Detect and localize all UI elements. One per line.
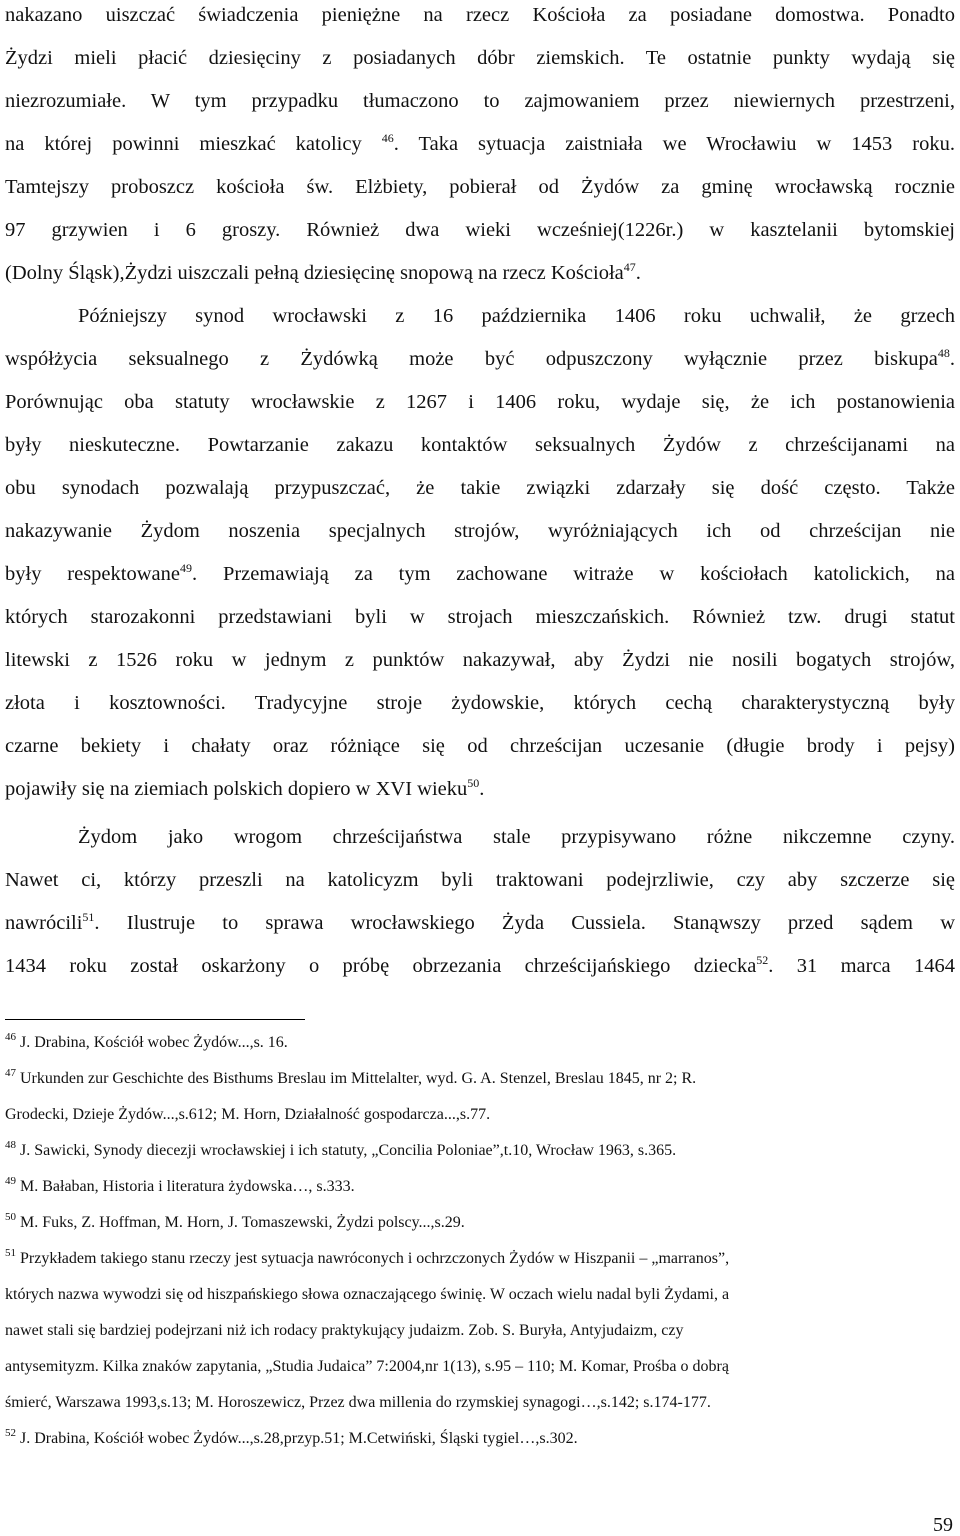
footnote-line: $^{47}$ Urkunden zur Geschichte des Bisthums Breslau im Mittelalter, wyd. G. A. Stenzel, Breslau 1845, nr 2; R. — [5, 1068, 697, 1087]
footnote-line: $^{48}$ J. Sawicki, Synody diecezji wrocławskiej i ich statuty, „Concilia Poloniae”,t.10, Wrocław 1963, s.365. — [5, 1140, 677, 1159]
footnote-line: nawet stali się bardziej podejrzani niż ich rodacy praktykujący judaizm. Zob. S. Buryła, Antyjudaizm, czy — [5, 1322, 684, 1339]
body-line: których starozakonni przedstawiani byli w strojach mieszczańskich. Również tzw. drugi statut — [5, 606, 955, 628]
body-line: pojawiły się na ziemiach polskich dopiero w XVI wieku$^{50}$. — [5, 776, 485, 800]
body-line: nakazywanie Żydom noszenia specjalnych strojów, wyróżniających ich od chrześcijan nie — [5, 520, 955, 542]
footnote-line: $^{51}$ Przykładem takiego stanu rzeczy jest sytuacja nawróconych i ochrzczonych Żydów w Hiszpanii – „marranos”, — [5, 1248, 730, 1267]
page-number: 59 — [933, 1514, 953, 1536]
footnote-line: antysemityzm. Kilka znaków zapytania, „Studia Judaica” 7:2004,nr 1(13), s.95 – 110; M. Komar, Prośba o dobrą — [5, 1358, 729, 1375]
footnote-number: 46 — [5, 1032, 16, 1043]
body-line: Późniejszy synod wrocławski z 16 października 1406 roku uchwalił, że grzech — [78, 305, 955, 327]
footnote-ref: 47 — [623, 260, 636, 274]
footnote-line: $^{50}$ M. Fuks, Z. Hoffman, M. Horn, J. Tomaszewski, Żydzi polscy...,s.29. — [5, 1212, 465, 1231]
footnote-line: Grodecki, Dzieje Żydów...,s.612; M. Horn, Działalność gospodarcza...,s.77. — [5, 1106, 491, 1123]
footnote-number: 52 — [5, 1428, 16, 1439]
body-line: 1434 roku został oskarżony o próbę obrzezania chrześcijańskiego dziecka$^{52}$. 31 marca 1464 — [5, 953, 955, 977]
body-line: obu synodach pozwalają przypuszczać, że takie związki zdarzały się dość często. Także — [5, 477, 955, 499]
footnote-line: $^{49}$ M. Bałaban, Historia i literatura żydowska…, s.333. — [5, 1176, 355, 1195]
footnote-line: $^{46}$ J. Drabina, Kościół wobec Żydów...,s. 16. — [5, 1032, 288, 1051]
body-line: niezrozumiałe. W tym przypadku tłumaczono to zajmowaniem przez niewiernych przestrzeni, — [5, 90, 955, 112]
body-line: Nawet ci, którzy przeszli na katolicyzm byli traktowani podejrzliwie, czy aby szczerze się — [5, 869, 955, 891]
footnote-ref: 48 — [937, 346, 950, 360]
footnote-number: 47 — [5, 1068, 16, 1079]
body-line: czarne bekiety i chałaty oraz różniące się od chrześcijan uczesanie (długie brody i pejsy) — [5, 735, 955, 757]
body-line: Żydzi mieli płacić dziesięciny z posiadanych dóbr ziemskich. Te ostatnie punkty wydają się — [5, 47, 955, 69]
body-line: nakazano uiszczać świadczenia pieniężne na rzecz Kościoła za posiadane domostwa. Ponadto — [5, 4, 955, 26]
footnote-number: 48 — [5, 1140, 16, 1151]
body-line: Tamtejszy proboszcz kościoła św. Elżbiety, pobierał od Żydów za gminę wrocławską rocznie — [5, 176, 955, 198]
body-line: 97 grzywien i 6 groszy. Również dwa wieki wcześniej(1226r.) w kasztelanii bytomskiej — [5, 219, 955, 241]
body-line: Porównując oba statuty wrocławskie z 1267 i 1406 roku, wydaje się, że ich postanowienia — [5, 391, 955, 413]
body-line: (Dolny Śląsk),Żydzi uiszczali pełną dziesięcinę snopową na rzecz Kościoła$^{47}$. — [5, 260, 641, 284]
body-line: złota i kosztowności. Tradycyjne stroje żydowskie, których cechą charakterystyczną były — [5, 692, 955, 714]
footnote-ref: 46 — [381, 131, 394, 145]
body-line: litewski z 1526 roku w jednym z punktów nakazywał, aby Żydzi nie nosili bogatych strojów, — [5, 649, 955, 671]
body-line: były respektowane$^{49}$. Przemawiają za tym zachowane witraże w kościołach katolickich, na — [5, 561, 955, 585]
footnote-separator — [5, 1019, 305, 1020]
footnote-line: śmierć, Warszawa 1993,s.13; M. Horoszewicz, Przez dwa millenia do rzymskiej synagogi…,s.142; s.174-177. — [5, 1394, 711, 1411]
footnote-ref: 51 — [82, 910, 95, 924]
footnote-number: 50 — [5, 1212, 16, 1223]
body-line: współżycia seksualnego z Żydówką może być odpuszczony wyłącznie przez biskupa$^{48}$. — [5, 346, 955, 370]
body-line: były nieskuteczne. Powtarzanie zakazu kontaktów seksualnych Żydów z chrześcijanami na — [5, 434, 955, 456]
body-line: na której powinni mieszkać katolicy $^{46}$. Taka sytuacja zaistniała we Wrocławiu w 1453 roku. — [5, 131, 955, 155]
footnote-line: $^{52}$ J. Drabina, Kościół wobec Żydów...,s.28,przyp.51; M.Cetwiński, Śląski tygiel…,s.302. — [5, 1428, 578, 1447]
footnote-line: których nazwa wywodzi się od hiszpańskiego słowa oznaczającego świnię. W oczach wielu nadal byli Żydami, a — [5, 1286, 730, 1303]
footnote-number: 51 — [5, 1248, 16, 1259]
footnote-ref: 49 — [179, 561, 192, 575]
footnote-number: 49 — [5, 1176, 16, 1187]
footnote-ref: 52 — [756, 953, 769, 967]
body-line: Żydom jako wrogom chrześcijaństwa stale przypisywano różne nikczemne czyny. — [78, 826, 955, 848]
body-line: nawrócili$^{51}$. Ilustruje to sprawa wrocławskiego Żyda Cussiela. Stanąwszy przed sądem w — [5, 910, 955, 934]
footnote-ref: 50 — [467, 776, 480, 790]
